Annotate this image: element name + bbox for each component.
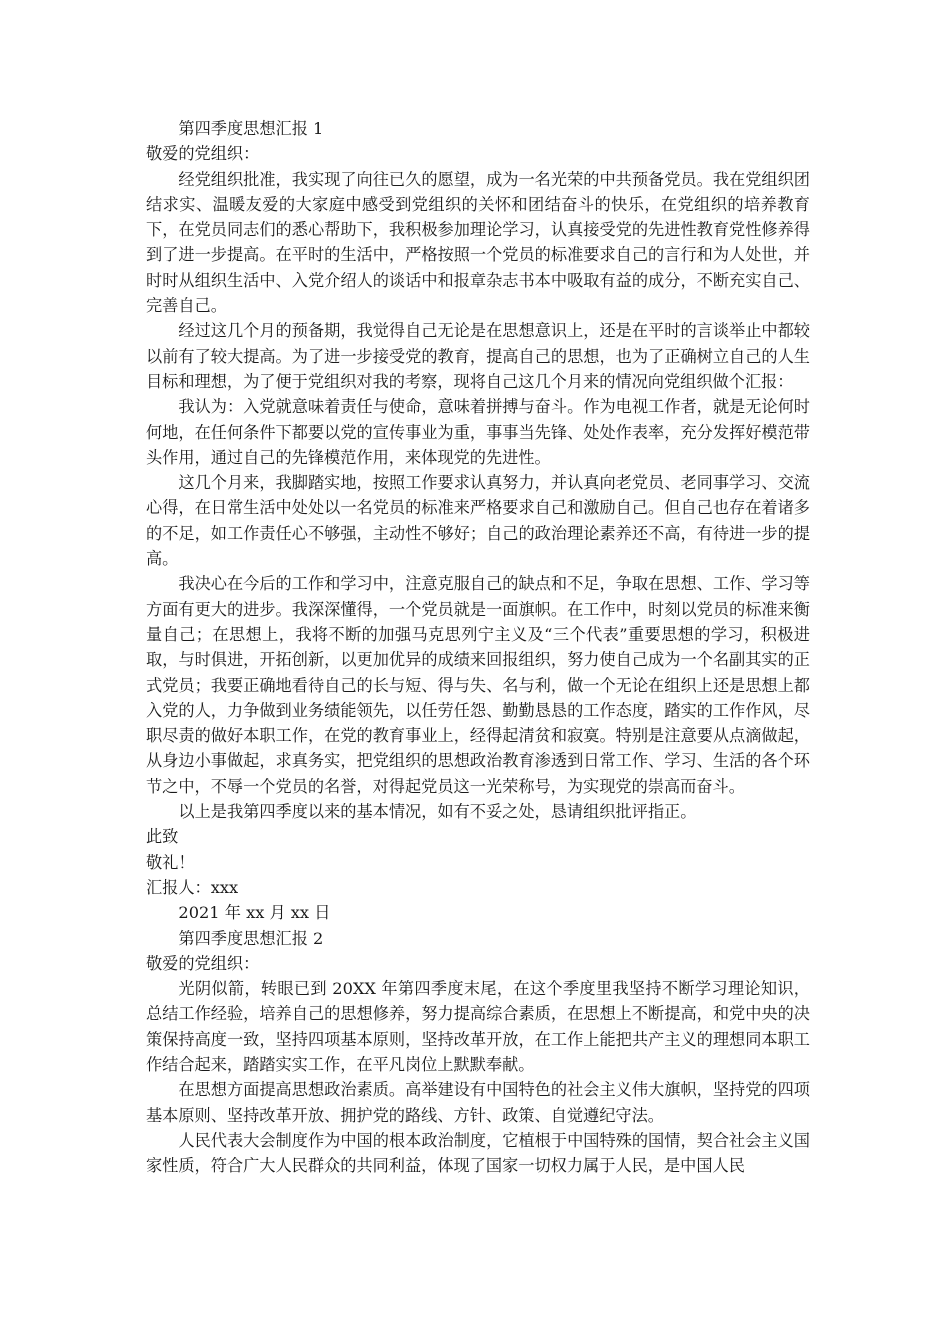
closing-salutation: 此致 bbox=[146, 827, 179, 847]
report-title-1: 第四季度思想汇报 1 bbox=[178, 119, 324, 138]
document-page bbox=[146, 116, 810, 1178]
paragraph-4: 这几个月来，我脚踏实地，按照工作要求认真努力，并认真向老党员、老同事学习、交流心得，在日常生活中处处以一名党员的标准来严格要求自己和激励自己。但自己也存在着诸多的不足，如工作责任心不够强，主动性不够好；自己的政治理论素养还不高，有待进一步的提高。 bbox=[146, 473, 810, 569]
paragraph-2: 经过这几个月的预备期，我觉得自己无论是在思想意识上，还是在平时的言谈举止中都较以前有了较大提高。为了进一步接受党的教育，提高自己的思想，也为了正确树立自己的人生目标和理想，为了便于党组织对我的考察，现将自己这几个月来的情况向党组织做个汇报： bbox=[146, 321, 810, 391]
paragraph-3: 我认为：入党就意味着责任与使命，意味着拼搏与奋斗。作为电视工作者，就是无论何时何地，在任何条件下都要以党的宣传事业为重，事事当先锋、处处作表率，充分发挥好模范带头作用，通过自己的先锋模范作用，来体现党的先进性。 bbox=[146, 397, 810, 467]
report-title-2: 第四季度思想汇报 2 bbox=[178, 928, 324, 948]
reporter-signature: 汇报人：xxx bbox=[146, 877, 239, 897]
greeting-2: 敬爱的党组织： bbox=[146, 953, 260, 973]
paragraph-2-1: 光阴似箭，转眼已到 20XX 年第四季度末尾，在这个季度里我坚持不断学习理论知识，总结工作经验，培养自己的思想修养，努力提高综合素质，在思想上不断提高，和党中央的决策保持高度一致，坚持四项基本原则，坚持改革开放，在工作上能把共产主义的理想同本职工作结合起来，踏踏实实工作，在平凡岗位上默默奉献。 bbox=[146, 979, 810, 1074]
paragraph-2-2: 在思想方面提高思想政治素质。高举建设有中国特色的社会主义伟大旗帜，坚持党的四项基本原则、坚持改革开放、拥护党的路线、方针、政策、自觉遵纪守法。 bbox=[146, 1080, 810, 1125]
greeting-1: 敬爱的党组织： bbox=[146, 144, 260, 164]
paragraph-5: 我决心在今后的工作和学习中，注意克服自己的缺点和不足，争取在思想、工作、学习等方面有更大的进步。我深深懂得，一个党员就是一面旗帜。在工作中，时刻以党员的标准来衡量自己；在思想上，我将不断的加强马克思列宁主义及“三个代表”重要思想的学习，积极进取，与时俱进，开拓创新，以更加优异的成绩来回报组织，努力使自己成为一个名副其实的正式党员；我要正确地看待自己的长与短、得与失、名与利，做一个无论在组织上还是思想上都入党的人，力争做到业务绩能领先，以任劳任怨、勤勤恳恳的工作态度，踏实的工作作风，尽职尽责的做好本职工作，在党的教育事业上，经得起清贫和寂寞。特别是注意要从点滴做起，从身边小事做起，求真务实，把党组织的思想政治教育渗透到日常工作、学习、生活的各个环节之中，不辱一个党员的名誉，对得起党员这一光荣称号，为实现党的崇高而奋斗。 bbox=[146, 574, 810, 796]
closing-regards: 敬礼！ bbox=[146, 852, 195, 872]
paragraph-2-3: 人民代表大会制度作为中国的根本政治制度，它植根于中国特殊的国情，契合社会主义国家性质，符合广大人民群众的共同利益，体现了国家一切权力属于人民，是中国人民 bbox=[146, 1130, 810, 1176]
paragraph-1: 经党组织批准，我实现了向往已久的愿望，成为一名光荣的中共预备党员。我在党组织团结求实、温暖友爱的大家庭中感受到党组织的关怀和团结奋斗的快乐，在党组织的培养教育下，在党员同志们的悉心帮助下，我积极参加理论学习，认真接受党的先进性教育党性修养得到了进一步提高。在平时的生活中，严格按照一个党员的标准要求自己的言行和为人处世，并时时从组织生活中、入党介绍人的谈话中和报章杂志书本中吸取有益的成分，不断充实自己、完善自己。 bbox=[146, 169, 810, 316]
report-date: 2021 年 xx 月 xx 日 bbox=[178, 903, 331, 923]
paragraph-6: 以上是我第四季度以来的基本情况，如有不妥之处，恳请组织批评指正。 bbox=[178, 802, 697, 822]
